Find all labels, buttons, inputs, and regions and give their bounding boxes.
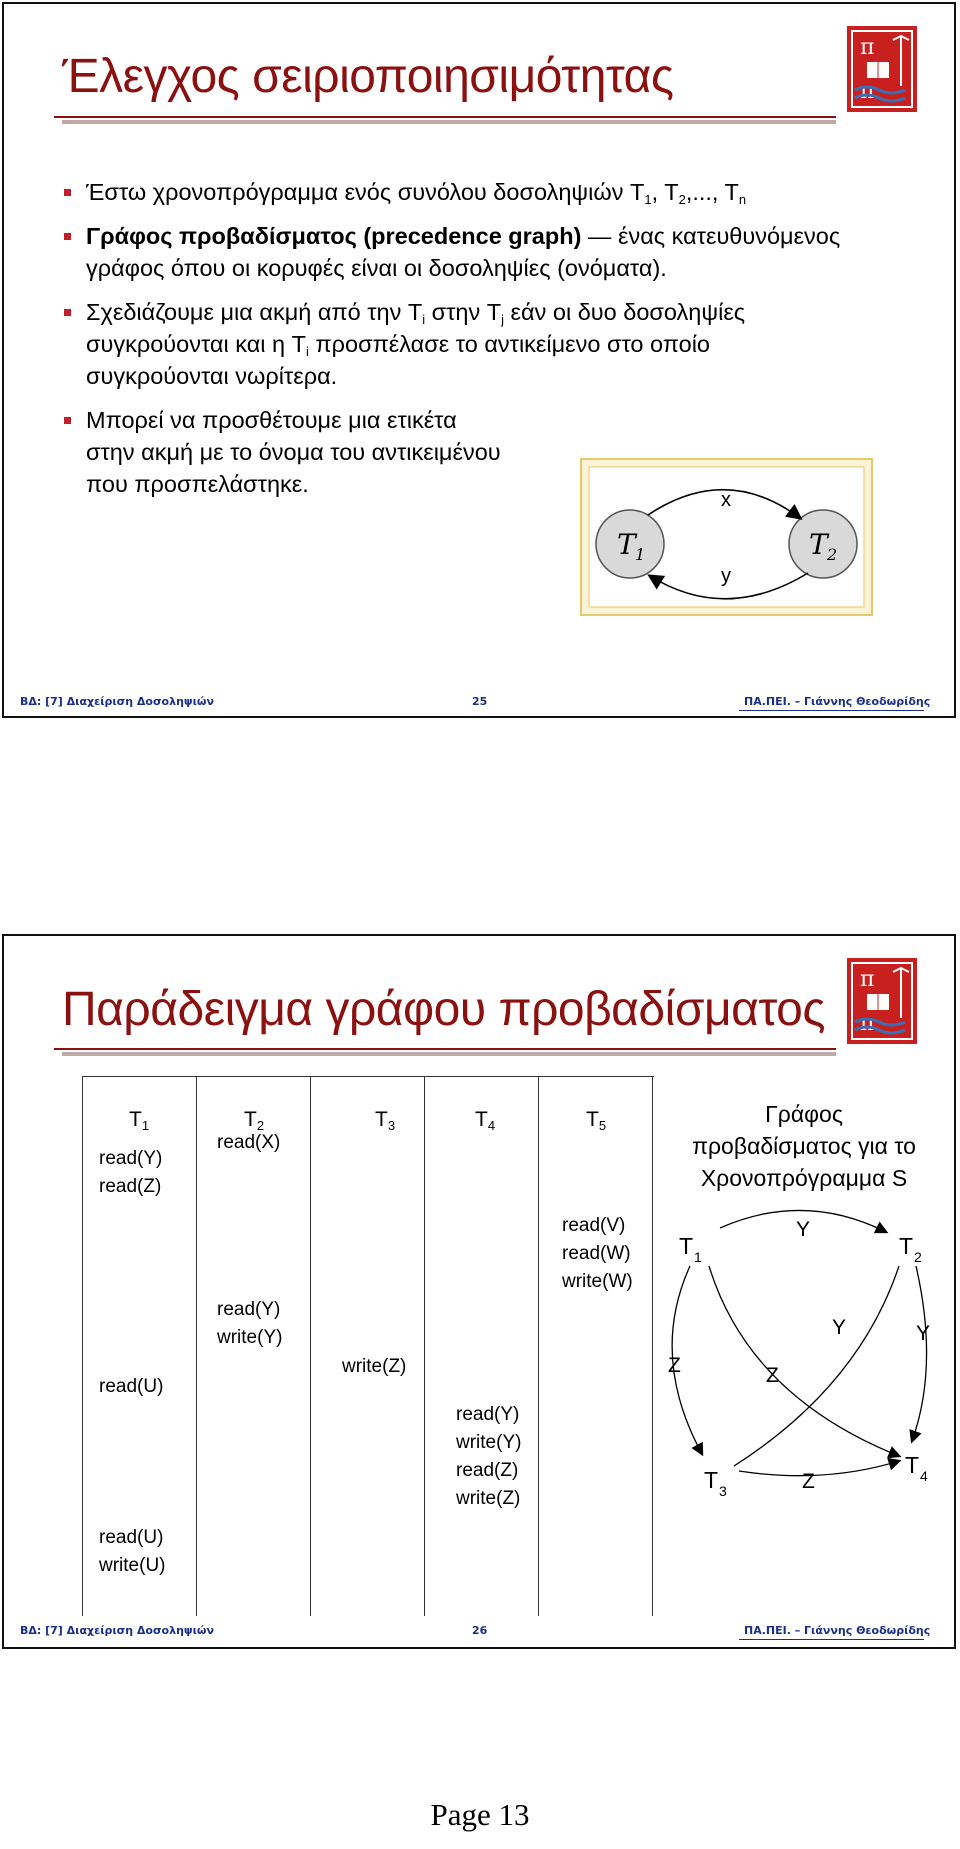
footer-author: ΠΑ.ΠΕΙ. – Γιάννης Θεοδωρίδης (744, 695, 931, 708)
header-t4: $T_4$ (475, 1108, 496, 1133)
op-t1: read(U) (99, 1527, 164, 1548)
slide-26 (2, 934, 956, 1649)
op-t1: write(U) (99, 1555, 166, 1576)
edge-label-y: Y (832, 1316, 847, 1339)
op-t2: write(Y) (217, 1327, 283, 1348)
precedence-graph-example (580, 458, 873, 616)
op-t1: read(Z) (99, 1176, 162, 1197)
edge-t3-t4 (739, 1461, 899, 1476)
caption-line: Χρονοπρόγραμμα S (700, 1165, 908, 1191)
op-t5: write(W) (562, 1271, 633, 1292)
edge-t2-t3-curve (734, 1266, 899, 1466)
bullet-schedule: Έστω χρονοπρόγραμμα ενός συνόλου δοσοληψιών $T_1$, $T_2$,..., $T_n$ (64, 176, 854, 208)
node-t1-label: T (617, 528, 636, 561)
node-t2-label: T (809, 528, 828, 561)
op-t1: read(U) (99, 1376, 164, 1397)
edge-label-z: Z (802, 1470, 815, 1493)
header-t2: $T_2$ (244, 1108, 265, 1133)
edge-label-y: Y (796, 1218, 811, 1241)
op-t4: write(Z) (456, 1488, 521, 1509)
edge-label-z: Z (766, 1364, 779, 1387)
header-t5: $T_5$ (586, 1108, 607, 1133)
footer-slide-number: 25 (472, 695, 488, 708)
title-underline-shadow (62, 120, 836, 124)
footer-author: ΠΑ.ΠΕΙ. – Γιάννης Θεοδωρίδης (744, 1624, 931, 1637)
bullet-precedence-graph: Γράφος προβαδίσματος (precedence graph) — ένας κατευθυνόμενος γράφος όπου οι κορυφές είναι οι δοσοληψίες (ονόματα). (64, 220, 854, 284)
page-number: Page 13 (430, 1797, 530, 1832)
node-t3-label: T (704, 1467, 719, 1493)
footer-course: ΒΔ: [7] Διαχείριση Δοσοληψιών (20, 695, 214, 708)
table-top-border (82, 1076, 654, 1077)
op-t3: write(Z) (342, 1356, 407, 1377)
slide-title: Έλεγχος σειριοποιησιμότητας (62, 50, 674, 103)
op-t5: read(V) (562, 1215, 626, 1236)
footer-underline (739, 710, 924, 711)
column-divider (424, 1076, 425, 1616)
column-divider (652, 1076, 653, 1616)
edge-label-x: x (721, 489, 731, 511)
caption-line: Γράφος (765, 1101, 843, 1127)
precedence-graph-schedule-s (654, 936, 954, 1499)
slide-25 (2, 2, 956, 718)
op-t5: read(W) (562, 1243, 631, 1264)
slide-title: Παράδειγμα γράφου προβαδίσματος (62, 983, 825, 1036)
column-divider (82, 1076, 83, 1616)
header-t1: $T_1$ (129, 1108, 150, 1133)
edge-label-z: Z (668, 1354, 681, 1377)
column-divider (310, 1076, 311, 1616)
footer-slide-number: 26 (472, 1624, 488, 1637)
op-t4: read(Y) (456, 1404, 520, 1425)
op-t4: write(Y) (456, 1432, 522, 1453)
title-underline (54, 116, 836, 118)
footer-underline (739, 1639, 924, 1640)
svg-text:π: π (860, 35, 875, 60)
svg-text:π: π (860, 79, 875, 104)
footer-course: ΒΔ: [7] Διαχείριση Δοσοληψιών (20, 1624, 214, 1637)
node-t1-sub: 1 (694, 1249, 702, 1265)
node-t2-sub: 2 (914, 1249, 922, 1265)
bullet-edge-rule: Σχεδιάζουμε μια ακμή από την $T_i$ στην $T_j$ εάν οι δυο δοσοληψίες συγκρούονται και η $T_i$ προσπέλασε το αντικείμενο στο οποίο συγκρούονται νωρίτερα. (64, 296, 854, 392)
column-divider (196, 1076, 197, 1616)
node-t2-label: T (899, 1233, 914, 1259)
column-divider (538, 1076, 539, 1616)
svg-text:π: π (860, 1011, 875, 1036)
node-t4-sub: 4 (920, 1468, 928, 1484)
op-t1: read(Y) (99, 1148, 163, 1169)
edge-t1-t4 (709, 1266, 899, 1456)
op-t2: read(Y) (217, 1299, 281, 1320)
caption-line: προβαδίσματος για το (692, 1133, 916, 1159)
op-t2: read(X) (217, 1132, 281, 1153)
bullet-edge-label: Μπορεί να προσθέτουμε μια ετικέτα στην ακμή με το όνομα του αντικειμένου που προσπελάστηκε. (64, 404, 854, 500)
node-t1-sub: 1 (635, 545, 646, 564)
header-t3: $T_3$ (375, 1108, 396, 1133)
node-t3-sub: 3 (719, 1483, 727, 1499)
op-t4: read(Z) (456, 1460, 519, 1481)
svg-text:π: π (860, 967, 875, 992)
edge-label-y: Y (916, 1322, 931, 1345)
schedule-table (82, 1076, 654, 1616)
node-t1-label: T (679, 1233, 694, 1259)
node-t2-sub: 2 (827, 545, 838, 564)
university-logo (847, 26, 917, 112)
node-t4-label: T (905, 1452, 920, 1478)
edge-label-y: y (721, 565, 731, 587)
edge-t2-t4-right (912, 1266, 927, 1441)
